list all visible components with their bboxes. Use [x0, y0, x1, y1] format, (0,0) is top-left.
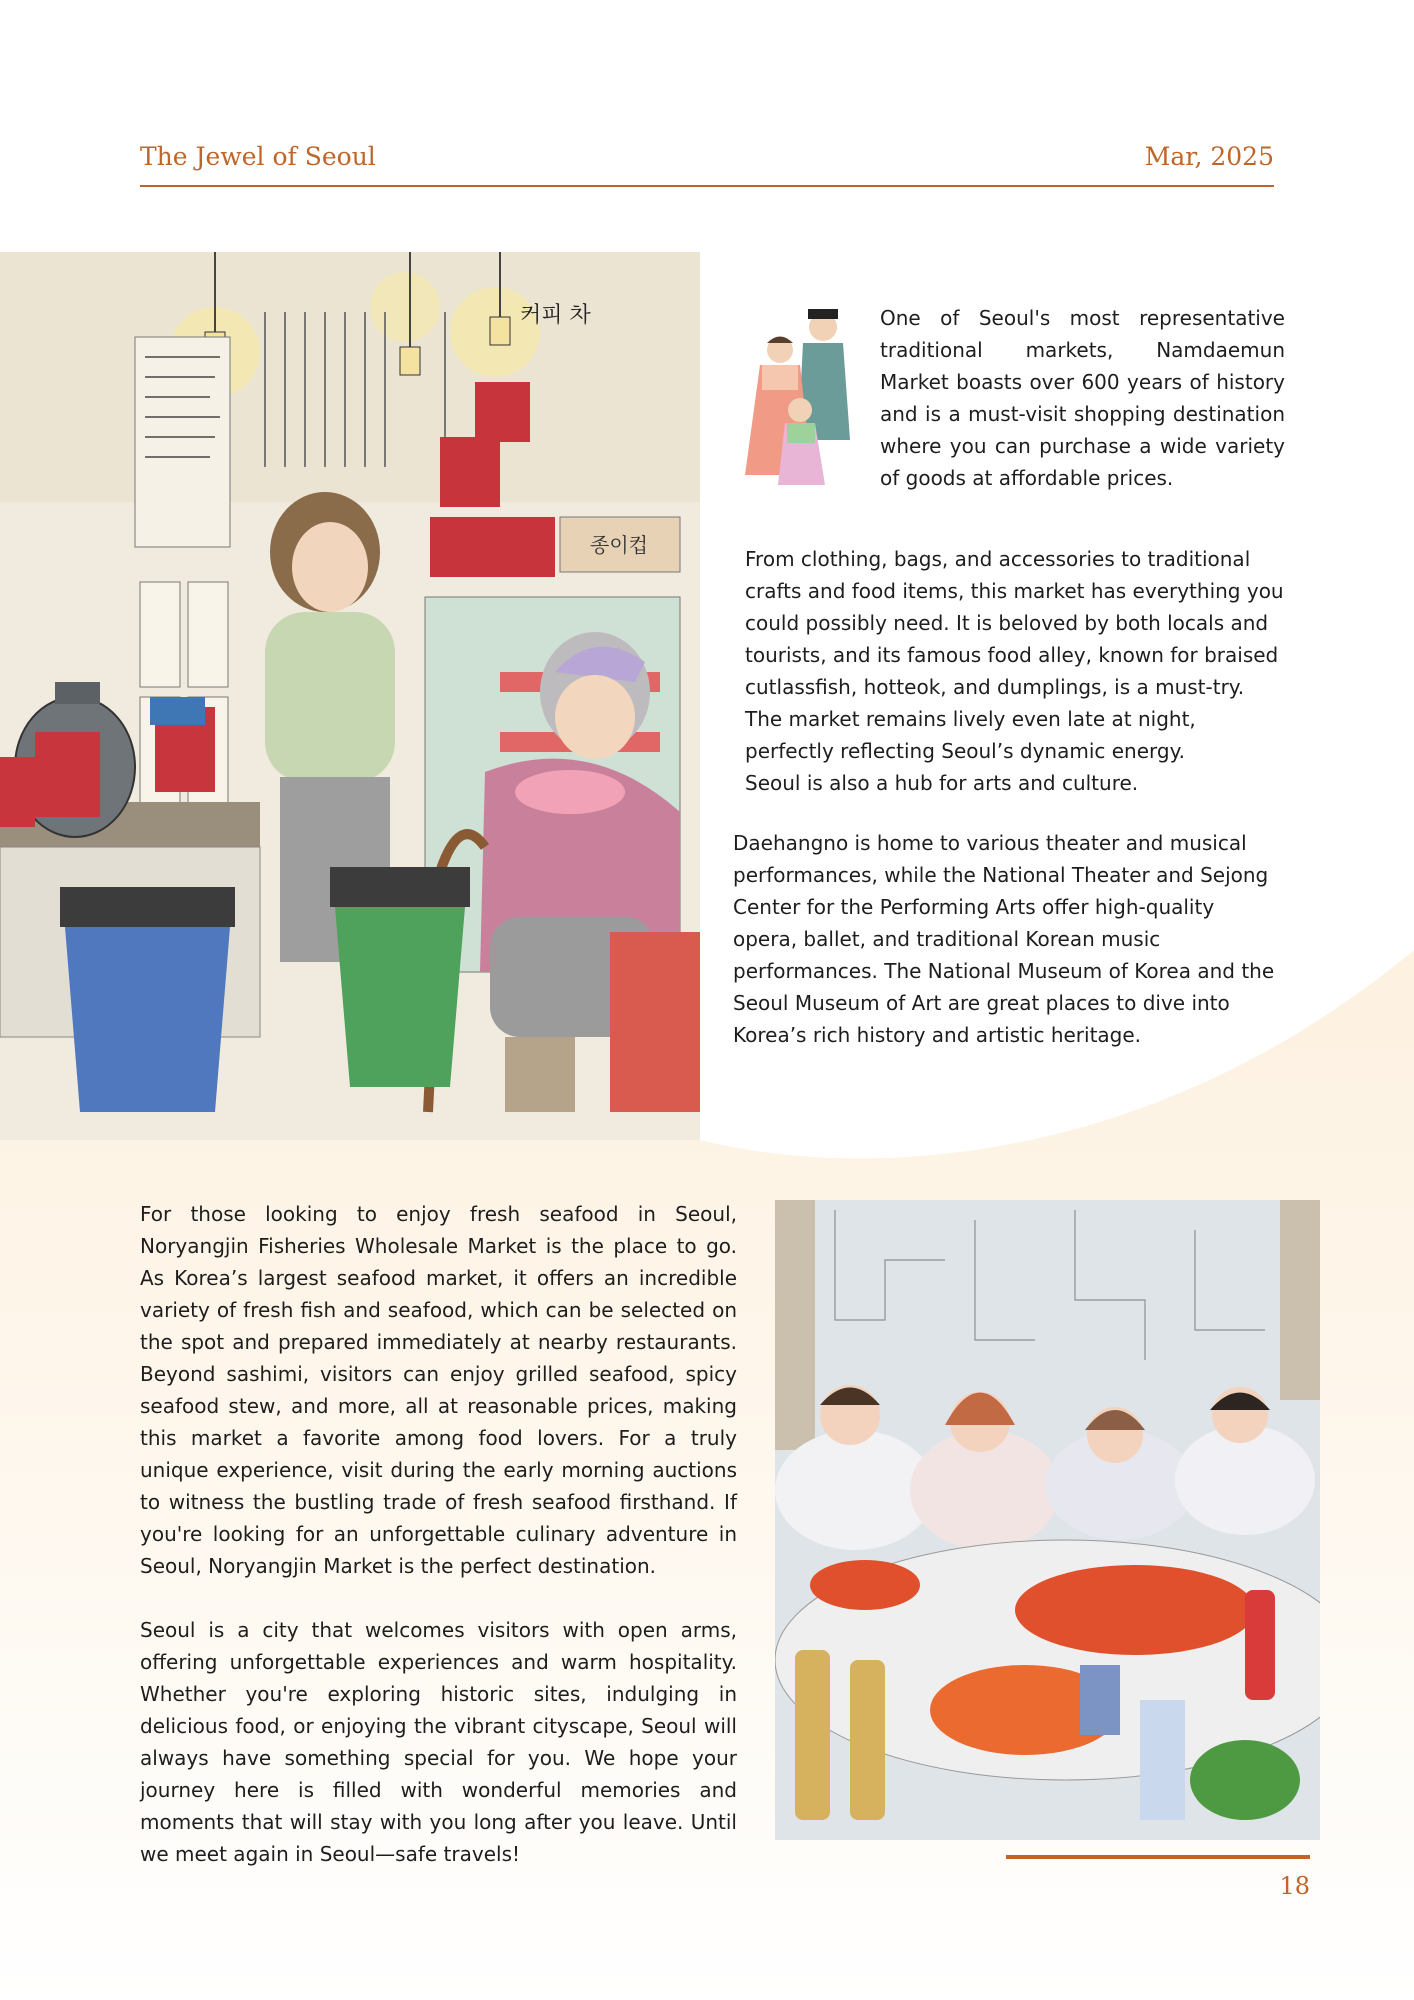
text-line: Daehangno is home to various theater and musical — [733, 831, 1247, 855]
text-line: perfectly reflecting Seoul’s dynamic energy. — [745, 739, 1185, 763]
text-line: From clothing, bags, and accessories to traditional — [745, 547, 1251, 571]
namdaemun-intro — [880, 302, 1285, 494]
header-divider — [140, 185, 1274, 187]
text-line: The market remains lively even late at night, — [745, 707, 1196, 731]
header-date: Mar, 2025 — [1144, 142, 1274, 171]
market-stall-illustration — [0, 252, 700, 1140]
hanbok-family-illustration — [740, 305, 865, 495]
closing-paragraph: Seoul is a city that welcomes visitors with open arms, offering unforgettable experiences and warm hospitality. Whether you're exploring historic sites, indulging in delicious food, or enjoying the vibrant cityscape, Seoul will always have something special for you. We hope your journey here is filled with wonderful memories and moments that will stay with you long after you leave. Until we meet again in Seoul—safe travels! — [140, 1618, 737, 1866]
page-number: 18 — [1279, 1872, 1310, 1900]
text-line: tourists, and its famous food alley, known for braised — [745, 643, 1279, 667]
text-line: crafts and food items, this market has everything you — [745, 579, 1284, 603]
text-line: cutlassfish, hotteok, and dumplings, is a must-try. — [745, 675, 1245, 699]
text-line: Korea’s rich history and artistic heritage. — [733, 1023, 1142, 1047]
seafood-feast-illustration — [775, 1200, 1320, 1840]
text-line: could possibly need. It is beloved by both locals and — [745, 611, 1269, 635]
namdaemun-intro-paragraph: One of Seoul's most representative traditional markets, Namdaemun Market boasts over 600 years of history and is a must-visit shopping destination where you can purchase a wide variety of goods at affordable prices. — [880, 306, 1285, 490]
culture-details — [733, 827, 1313, 1051]
text-line: opera, ballet, and traditional Korean music — [733, 927, 1161, 951]
text-line: Seoul is also a hub for arts and culture. — [745, 771, 1139, 795]
market-sign-text: 커피 차 — [520, 303, 591, 328]
seafood-section — [140, 1198, 737, 1870]
market-details — [745, 543, 1305, 799]
text-line: Center for the Performing Arts offer high-quality — [733, 895, 1215, 919]
seafood-paragraph: For those looking to enjoy fresh seafood in Seoul, Noryangjin Fisheries Wholesale Market is the place to go. As Korea’s largest seafood market, it offers an incredible variety of fresh fish and seafood, which can be selected on the spot and prepared immediately at nearby restaurants. Beyond sashimi, visitors can enjoy grilled seafood, spicy seafood stew, and more, all at reasonable prices, making this market a favorite among food lovers. For a truly unique experience, visit during the early morning auctions to witness the bustling trade of fresh seafood firsthand. If you're looking for an unforgettable culinary adventure in Seoul, Noryangjin Market is the perfect destination. — [140, 1202, 737, 1578]
header-title: The Jewel of Seoul — [140, 142, 376, 171]
box-label-text: 종이컵 — [590, 533, 648, 557]
text-line: performances. The National Museum of Korea and the — [733, 959, 1275, 983]
text-line: performances, while the National Theater and Sejong — [733, 863, 1269, 887]
text-line: Seoul Museum of Art are great places to dive into — [733, 991, 1230, 1015]
footer-divider — [1006, 1855, 1310, 1859]
